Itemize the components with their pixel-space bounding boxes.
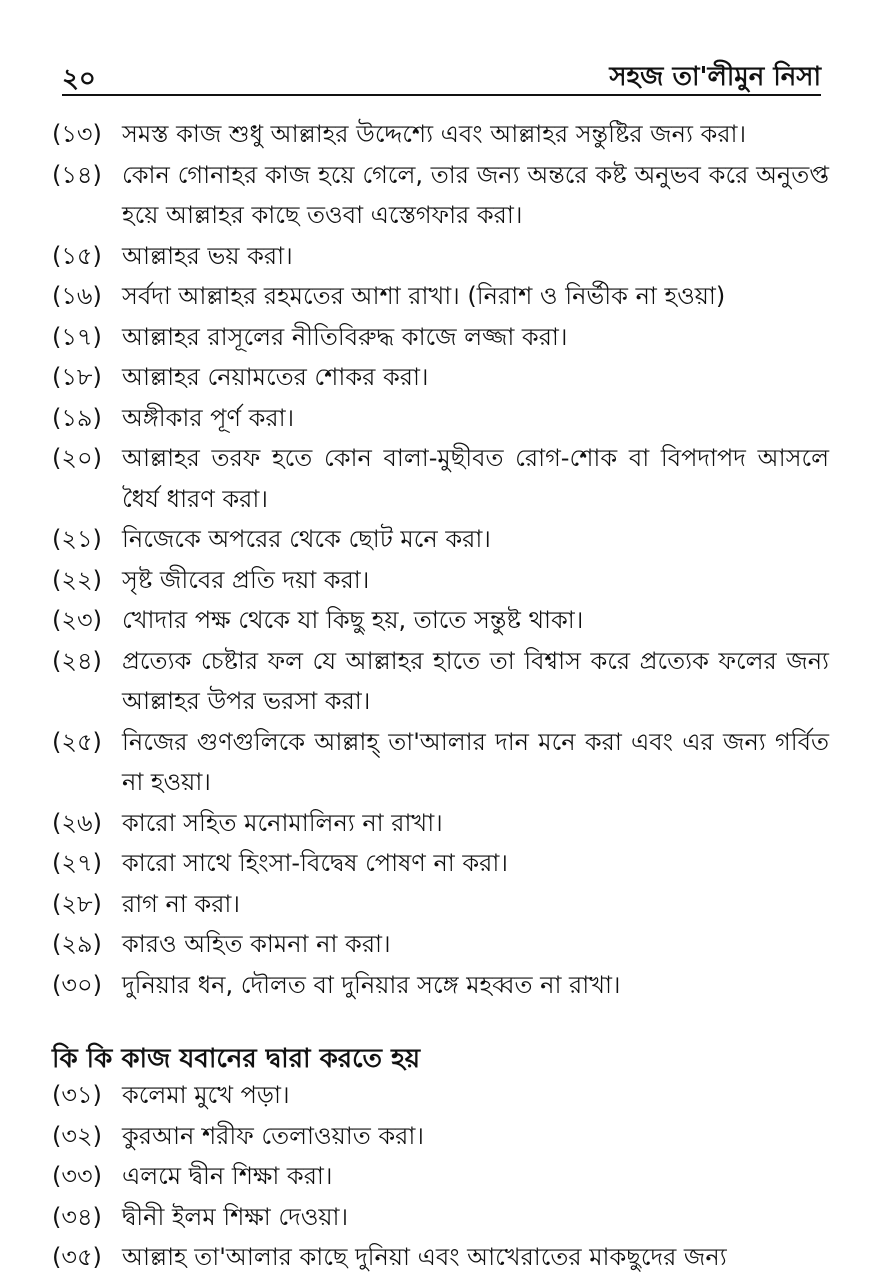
item-text: আল্লাহ তা'আলার কাছে দুনিয়া এবং আখেরাতের মাকছুদের জন্য [122, 1243, 727, 1271]
item-number: (৩৩) [52, 1162, 102, 1190]
item-text: নিজেকে অপরের থেকে ছোট মনে করা। [122, 525, 491, 553]
item-text: নিজের গুণগুলিকে আল্লাহ্‌ তা'আলার দান মনে করা এবং এর জন্য গর্বিত না হওয়া। [122, 727, 829, 796]
item-text: কারও অহিত কামনা না করা। [122, 930, 391, 958]
list-item [52, 155, 829, 236]
item-text: কারো সহিত মনোমালিন্য না রাখা। [122, 808, 443, 837]
item-number: (২৬) [52, 808, 102, 837]
item-number: (২৮) [52, 889, 102, 918]
item-text: কোন গোনাহর কাজ হয়ে গেলে, তার জন্য অন্তরে কষ্ট অনুভব করে অনুতপ্ত হয়ে আল্লাহর কাছে তওবা এস্তেগফার করা। [122, 160, 829, 229]
list-item [52, 803, 829, 844]
item-number: (১৭) [52, 322, 102, 351]
item-text: দুনিয়ার ধন, দৌলত বা দুনিয়ার সঙ্গে মহব্বত না রাখা। [122, 970, 621, 999]
list-item [52, 1197, 829, 1238]
list-item [52, 1237, 829, 1277]
item-text: আল্লাহর নেয়ামতের শোকর করা। [122, 363, 429, 391]
item-text: আল্লাহর রাসূলের নীতিবিরুদ্ধ কাজে লজ্জা করা। [122, 322, 568, 351]
item-number: (১৯) [52, 403, 102, 432]
item-number: (২৪) [52, 646, 102, 675]
item-number: (২০) [52, 444, 102, 472]
list-item [52, 965, 829, 1006]
item-text: সমস্ত কাজ শুধু আল্লাহর উদ্দেশ্যে এবং আল্লাহর সন্তুষ্টির জন্য করা। [122, 120, 747, 148]
item-text: খোদার পক্ষ থেকে যা কিছু হয়, তাতে সন্তুষ্ট থাকা। [122, 606, 584, 634]
list-item [52, 884, 829, 925]
list-item [52, 357, 829, 398]
item-number: (৩০) [52, 970, 102, 999]
item-number: (১৮) [52, 363, 102, 391]
item-number: (২৭) [52, 849, 102, 877]
list-item [52, 236, 829, 277]
item-number: (১৫) [52, 241, 102, 270]
item-text: কারো সাথে হিংসা-বিদ্বেষ পোষণ না করা। [122, 849, 508, 877]
item-number: (২২) [52, 565, 102, 594]
running-title: সহজ তা'লীমুন নিসা [609, 62, 821, 92]
item-number: (১৩) [52, 120, 102, 148]
list-item [52, 600, 829, 641]
item-list-heart [52, 114, 829, 1005]
item-number: (২৩) [52, 606, 102, 634]
list-item [52, 317, 829, 358]
list-item [52, 1075, 829, 1116]
item-text: এলমে দ্বীন শিক্ষা করা। [122, 1162, 333, 1190]
page-number: ২০ [62, 64, 96, 94]
item-text: কুরআন শরীফ তেলাওয়াত করা। [122, 1121, 424, 1150]
list-item [52, 519, 829, 560]
item-number: (৩৪) [52, 1202, 102, 1231]
list-item [52, 398, 829, 439]
item-text: সর্বদা আল্লাহর রহমতের আশা রাখা। (নিরাশ ও নির্ভীক না হওয়া) [122, 282, 726, 310]
section-heading: কি কি কাজ যবানের দ্বারা করতে হয় [52, 1044, 421, 1074]
item-number: (৩২) [52, 1121, 102, 1150]
list-item [52, 1156, 829, 1197]
item-number: (১৪) [52, 160, 102, 189]
list-item [52, 924, 829, 965]
list-item [52, 438, 829, 519]
header-rule [62, 94, 821, 96]
item-text: রাগ না করা। [122, 889, 240, 918]
page-header [62, 56, 821, 96]
item-number: (২৯) [52, 930, 102, 958]
list-item [52, 560, 829, 601]
item-text: অঙ্গীকার পূর্ণ করা। [122, 403, 295, 432]
list-item [52, 1116, 829, 1157]
item-text: প্রত্যেক চেষ্টার ফল যে আল্লাহর হাতে তা বিশ্বাস করে প্রত্যেক ফলের জন্য আল্লাহর উপর ভরসা করা। [122, 646, 829, 715]
list-item [52, 641, 829, 722]
item-text: কলেমা মুখে পড়া। [122, 1081, 290, 1109]
list-item [52, 276, 829, 317]
list-item [52, 114, 829, 155]
item-text: আল্লাহর ভয় করা। [122, 241, 293, 270]
item-text: দ্বীনী ইলম শিক্ষা দেওয়া। [122, 1202, 349, 1231]
item-text: সৃষ্ট জীবের প্রতি দয়া করা। [122, 565, 370, 594]
item-number: (২১) [52, 525, 102, 553]
list-item [52, 722, 829, 803]
item-text: আল্লাহর তরফ হতে কোন বালা-মুছীবত রোগ-শোক বা বিপদাপদ আসলে ধৈর্য ধারণ করা। [122, 444, 829, 513]
item-number: (২৫) [52, 727, 102, 756]
list-item [52, 843, 829, 884]
item-number: (১৬) [52, 282, 102, 310]
item-number: (৩৫) [52, 1243, 102, 1271]
item-list-tongue [52, 1075, 829, 1277]
item-number: (৩১) [52, 1081, 102, 1109]
